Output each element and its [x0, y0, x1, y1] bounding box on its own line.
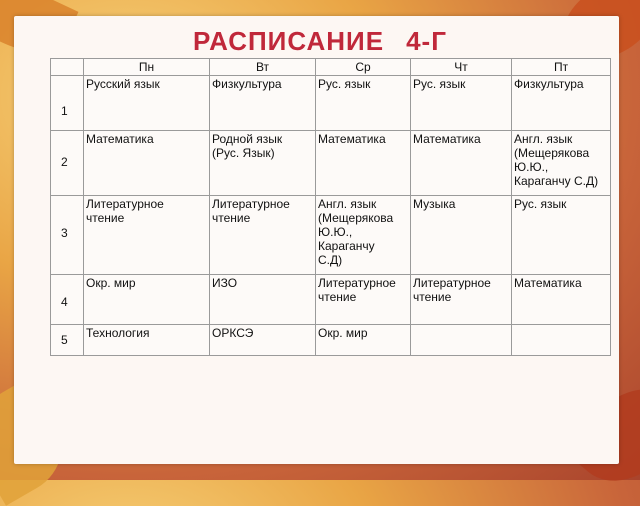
lesson-number: 2 — [51, 131, 84, 196]
lesson-cell: Русский язык — [84, 76, 210, 131]
lesson-cell: Англ. язык (Мещерякова Ю.Ю., Караганчу С.Д) — [512, 131, 611, 196]
lesson-number: 5 — [51, 325, 84, 356]
lesson-row-1 — [51, 76, 611, 131]
lesson-cell: Окр. мир — [316, 325, 411, 356]
day-header-tue: Вт — [210, 59, 316, 76]
class-name: 4-Г — [406, 26, 447, 56]
lesson-number: 3 — [51, 196, 84, 275]
day-header-mon: Пн — [84, 59, 210, 76]
lesson-row-5 — [51, 325, 611, 356]
lesson-cell: Физкультура — [210, 76, 316, 131]
day-header-thu: Чт — [411, 59, 512, 76]
lesson-number: 1 — [51, 76, 84, 131]
lesson-row-3 — [51, 196, 611, 275]
title-word: РАСПИСАНИЕ — [193, 26, 385, 56]
lesson-cell: ИЗО — [210, 275, 316, 325]
header-row — [51, 59, 611, 76]
lesson-cell: Технология — [84, 325, 210, 356]
lesson-cell: Литературное чтение — [316, 275, 411, 325]
lesson-cell: Математика — [84, 131, 210, 196]
lesson-cell: Родной язык (Рус. Язык) — [210, 131, 316, 196]
lesson-cell: Рус. язык — [411, 76, 512, 131]
lesson-cell: ОРКСЭ — [210, 325, 316, 356]
lesson-cell — [411, 325, 512, 356]
lesson-number: 4 — [51, 275, 84, 325]
lesson-cell: Математика — [316, 131, 411, 196]
lesson-cell: Англ. язык (Мещерякова Ю.Ю., Караганчу С.Д) — [316, 196, 411, 275]
corner-cell — [51, 59, 84, 76]
day-header-wed: Ср — [316, 59, 411, 76]
day-header-fri: Пт — [512, 59, 611, 76]
page-title — [0, 26, 640, 57]
lesson-cell: Литературное чтение — [411, 275, 512, 325]
lesson-row-4 — [51, 275, 611, 325]
lesson-cell: Литературное чтение — [84, 196, 210, 275]
schedule-table — [50, 58, 611, 356]
lesson-cell: Рус. язык — [316, 76, 411, 131]
lesson-cell: Рус. язык — [512, 196, 611, 275]
lesson-cell: Физкультура — [512, 76, 611, 131]
lesson-row-2 — [51, 131, 611, 196]
lesson-cell: Окр. мир — [84, 275, 210, 325]
lesson-cell: Литературное чтение — [210, 196, 316, 275]
lesson-cell: Математика — [411, 131, 512, 196]
lesson-cell: Математика — [512, 275, 611, 325]
lesson-cell — [512, 325, 611, 356]
lesson-cell: Музыка — [411, 196, 512, 275]
